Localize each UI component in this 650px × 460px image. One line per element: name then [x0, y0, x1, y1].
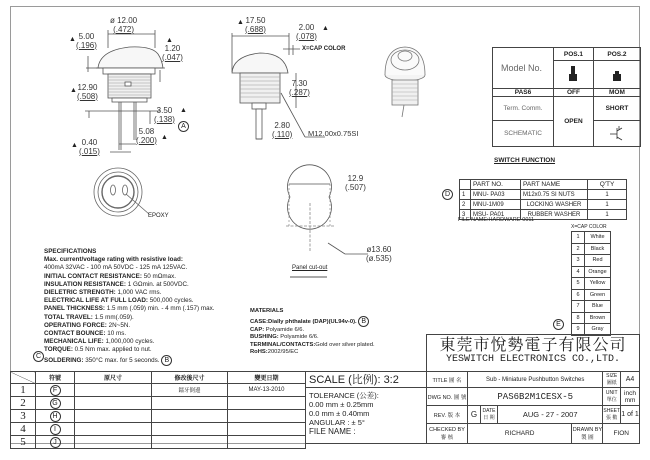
parts-row: 2 MNU-1M09 LOCKING WASHER 1: [460, 200, 627, 210]
thread-spec-label: M12.00x0.75SI: [308, 129, 359, 138]
tolerance-triangle-icon: ▲: [70, 87, 77, 94]
unit-label: UNIT 單位: [603, 388, 621, 406]
scale-tolerance-block: [306, 371, 426, 444]
unit-value: inch mm: [621, 388, 640, 406]
title-block-table: [426, 371, 640, 444]
cap-color-row: 5 Yellow: [572, 278, 611, 290]
rev-label: REV. 版 本: [427, 406, 468, 424]
body-length-dimension: 12.90 (.508): [77, 83, 98, 101]
revision-mark-e: E: [553, 313, 564, 331]
pos1-state: OFF: [554, 89, 594, 97]
tolerance-triangle-icon: ▲: [166, 37, 173, 44]
rev-value: G: [468, 406, 481, 424]
term-comm-label: Term. Comm.: [493, 97, 554, 121]
cap-height-dimension: 5.00 (.196): [76, 32, 97, 50]
model-value: PAS6: [493, 89, 554, 97]
model-no-label: Model No.: [493, 48, 554, 89]
cap-color-row: 2 Black: [572, 243, 611, 255]
sheet-label: SHEET 張 數: [603, 406, 621, 424]
company-name-en: YESWITCH ELECTRONICS CO.,LTD.: [445, 354, 621, 365]
revision-mark-b: B: [161, 355, 172, 366]
cap-diameter-dimension: ø 12.00 (.472): [110, 16, 138, 34]
switch-function-title: SWITCH FUNCTION: [494, 157, 556, 164]
title-value: Sub - Miniature Pushbutton Switches: [468, 372, 603, 388]
size-value: A4: [621, 372, 640, 388]
qty-header: Q'TY: [588, 180, 627, 190]
tolerance-triangle-icon: ▲: [69, 36, 76, 43]
terminal-length-dimension: 3.50 (.138): [154, 106, 175, 124]
scale-label: SCALE (比例): 3:2: [306, 372, 426, 388]
panel-cutout-label: Panel cut-out: [292, 265, 328, 271]
cutout-diameter-dimension: ø13.60 (ø.535): [366, 245, 392, 263]
cap-color-row: 7 Blue: [572, 301, 611, 313]
epoxy-label: EPOXY: [148, 213, 169, 219]
part-no-header: PART NO.: [471, 180, 521, 190]
tolerance-triangle-icon: ▲: [71, 142, 78, 149]
terminal-width-dimension: 0.40 (.015): [79, 138, 100, 156]
cap-color-row: 9 Gray: [572, 324, 611, 336]
switch-function-table: [492, 47, 641, 147]
parts-row: 1 MNU- PA03 M12x0.75 SI NUTS 1: [460, 190, 627, 200]
tolerance-triangle-icon: ▲: [237, 19, 244, 26]
cap-step-dimension: 1.20 (.047): [162, 44, 183, 62]
sheet-value: 1 of 1: [621, 406, 640, 424]
pos2-button-icon: [593, 61, 640, 89]
terminal-pitch-dimension: 5.08 (.200): [136, 127, 157, 145]
part-name-header: PART NAME: [521, 180, 588, 190]
pos1-header: POS.1: [554, 48, 594, 61]
nut-width-dimension: 17.50 (.688): [245, 16, 266, 34]
pos2-header: POS.2: [593, 48, 640, 61]
cap-color-label: X=CAP COLOR: [302, 46, 346, 52]
specifications-block: SPECIFICATIONS Max. current/voltage rating with resistive load: 400mA 32VAC - 100 mA 50VDC - 125 mA 125VAC. INITIAL CONTACT RESISTANCE: 50 mΩmax. INSULATION RESISTANCE: 1 GΩmin. at 500VDC. DIELETRIC STRENGTH: 1,000 VAC rms. ELECTRICAL LIFE AT FULL LOAD: 500,000 cycles. PANEL THICKNESS: 1.5 mm (.059) min. - 4 mm (.157) max. TOTAL TRAVEL: 1.5 mm(.059). OPERATING FORCE: 2N~5N. CONTACT BOUNCE: 10 ms. MECHANICAL LIFE: 1,000,000 cycles. TORQUE: 0.5 Nm max. applied to nut. SOLDERING: 350°C max. for 5 seconds. B: [44, 248, 215, 364]
tolerance-triangle-icon: ▲: [180, 107, 187, 114]
revision-row: 2 G: [11, 396, 306, 409]
dwg-value: PAS6B2M1CESX-5: [468, 388, 603, 406]
materials-block: MATERIALS CASE:Dially phthalate (DAP)(UL94v-0). B CAP: Polyamide 6/6. BUSHING: Polyamide 6/6. TERMINAL/CONTACTS:Gold over silver plated. RoHS:2002/95/EC: [250, 308, 375, 356]
drawn-value: FION: [603, 424, 640, 444]
date-value: AUG - 27 - 2007: [498, 406, 603, 424]
schematic-symbol-icon: [593, 121, 640, 147]
revision-mark-a: A: [178, 115, 189, 133]
cap-color-row: 4 Orange: [572, 266, 611, 278]
pos2-short: SHORT: [593, 97, 640, 121]
cutout-flat-dimension: 12.9 (.507): [345, 174, 366, 192]
cap-color-row: 3 Red: [572, 255, 611, 267]
drawn-label: DRAWN BY 製 圖: [572, 424, 603, 444]
checked-value: RICHARD: [468, 424, 572, 444]
title-label: TITLE 圖 名: [427, 372, 468, 388]
tolerance-triangle-icon: ▲: [161, 134, 168, 141]
cap-offset-dimension: 2.00 (.078): [296, 23, 317, 41]
revision-row: 3 H: [11, 409, 306, 422]
tolerance-block: TOLERANCE (公差): 0.00 mm ± 0.25mm 0.0 mm ± 0.40mm ANGULAR : ± 5° FILE NAME :: [309, 391, 379, 436]
revision-mark-d: D: [442, 183, 453, 201]
date-label: DATE 日 期: [481, 406, 498, 424]
thread-length-dimension: 7.30 (.287): [289, 79, 310, 97]
cap-color-row: 6 Green: [572, 289, 611, 301]
dwg-label: DWG NO. 圖 號: [427, 388, 468, 406]
revision-mark-b: B: [358, 316, 369, 327]
hardware-file-name: FILE NAME:HARDWARE-0011: [458, 217, 535, 223]
revision-row: 4 I: [11, 422, 306, 435]
cap-color-title: X=CAP COLOR: [571, 224, 607, 230]
cap-color-row: 1 White: [572, 232, 611, 244]
size-label: SIZE 圖紙: [603, 372, 621, 388]
revision-table: 符號 原尺寸 修改後尺寸 變更日期 1 F 鐳牙倒邊 MAY-13-2010 2 G 3 H 4 I 5 J: [10, 371, 306, 449]
revision-row: 1 F 鐳牙倒邊 MAY-13-2010: [11, 383, 306, 396]
pos2-state: MOM: [593, 89, 640, 97]
cap-color-row: 8 Brown: [572, 312, 611, 324]
company-block: [426, 334, 640, 371]
parts-list-table: [459, 179, 627, 220]
checked-label: CHECKED BY 審 核: [427, 424, 468, 444]
cap-color-table: [571, 231, 611, 336]
tolerance-triangle-icon: ▲: [322, 25, 329, 32]
terminal-width-side-dimension: 2.80 (.110): [272, 121, 293, 139]
pos1-button-icon: [554, 61, 594, 89]
revision-row: 5 J: [11, 435, 306, 448]
revision-mark-c: C: [33, 345, 44, 363]
schematic-label: SCHEMATIC: [493, 121, 554, 147]
parts-row: 3 MSU- PA01 RUBBER WASHER 1: [460, 210, 627, 220]
company-name-cn: 東莞市悅勢電子有限公司: [439, 335, 627, 354]
pos1-open: OPEN: [554, 97, 594, 147]
